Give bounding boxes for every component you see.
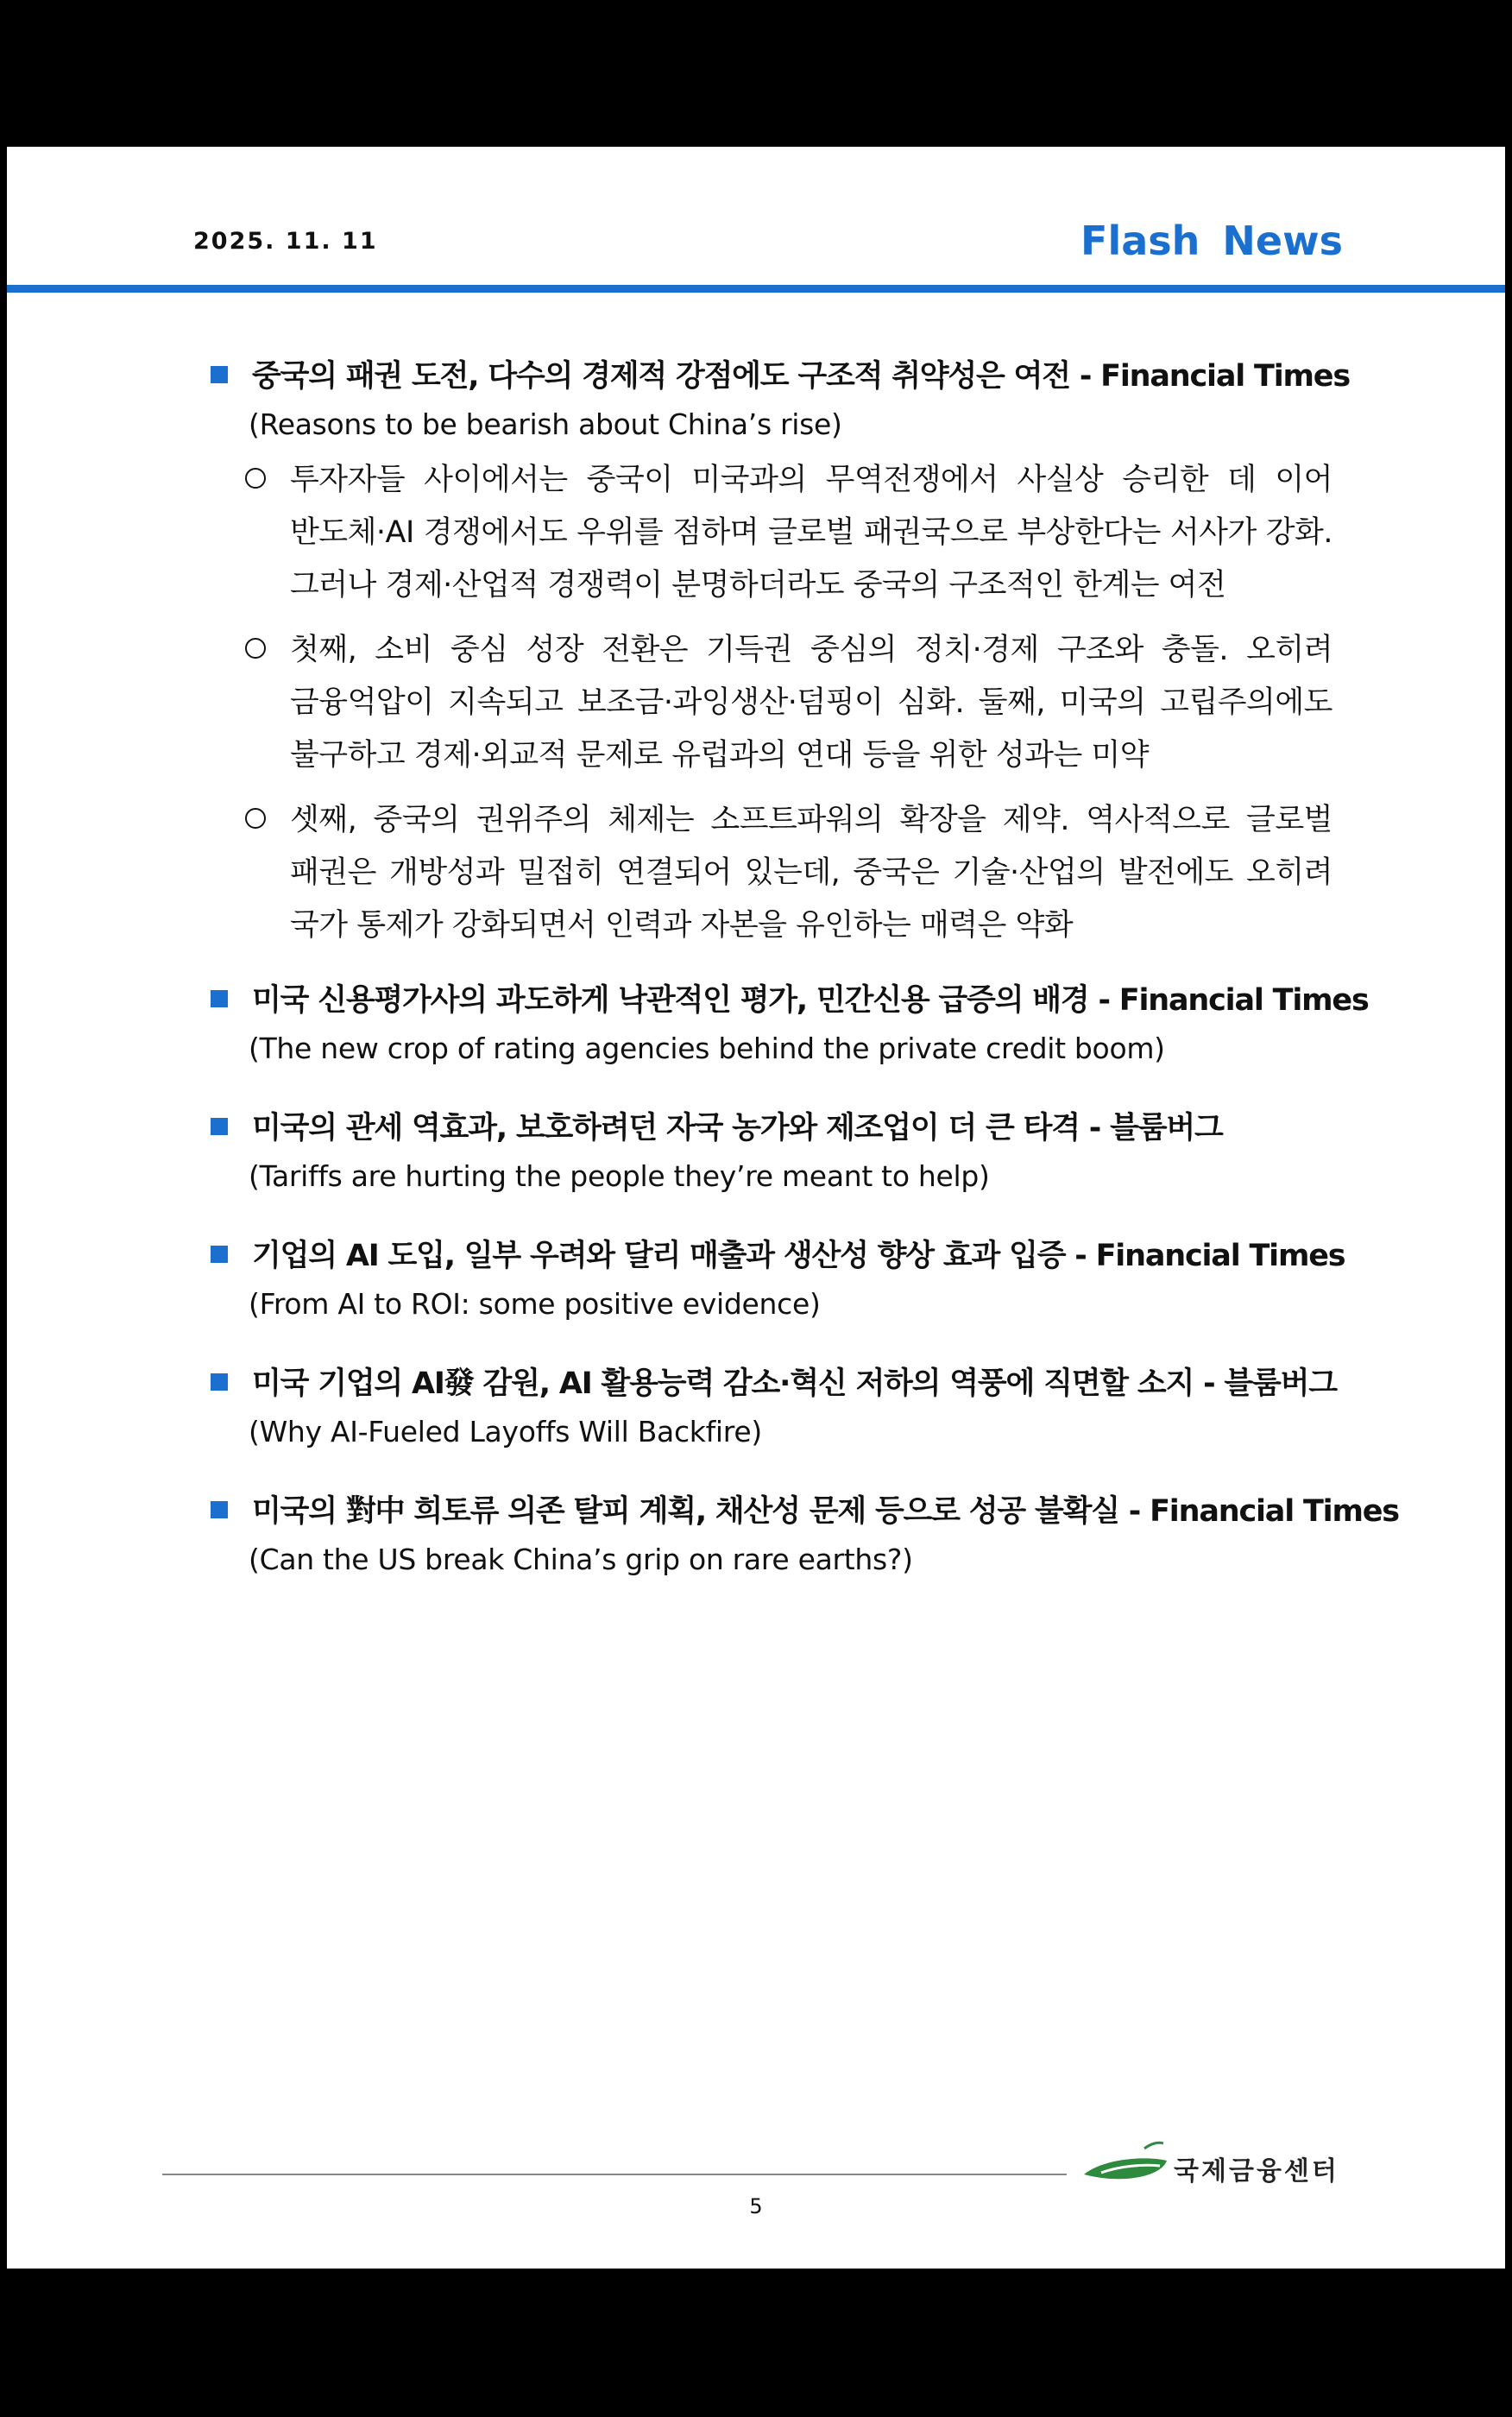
news-point <box>245 454 1336 612</box>
news-point <box>245 624 1336 782</box>
news-item <box>211 1106 1336 1202</box>
report-date: 2025. 11. 11 <box>193 228 378 255</box>
square-bullet-icon <box>211 990 228 1007</box>
circle-bullet-icon <box>245 808 266 829</box>
news-title: 미국 신용평가사의 과도하게 낙관적인 평가, 민간신용 급증의 배경 - Financial Times <box>252 983 1369 1018</box>
news-item <box>211 1489 1399 1586</box>
news-subtitle: (From AI to ROI: some positive evidence) <box>249 1287 821 1321</box>
news-subtitle: (Tariffs are hurting the people they’re meant to help) <box>249 1159 990 1193</box>
news-item-header <box>211 978 1369 1023</box>
news-point <box>245 794 1336 952</box>
footer-divider <box>162 2174 1067 2175</box>
news-item <box>211 978 1369 1075</box>
news-title: 기업의 AI 도입, 일부 우려와 달리 매출과 생산성 향상 효과 입증 - Financial Times <box>252 1239 1345 1273</box>
point-line: 첫째, 소비 중심 성장 전환은 기득권 중심의 정치·경제 구조와 충돌. 오히려 <box>290 633 1332 667</box>
news-subtitle: (Reasons to be bearish about China’s rise) <box>249 407 842 441</box>
news-title: 중국의 패권 도전, 다수의 경제적 강점에도 구조적 취약성은 여전 - Financial Times <box>252 359 1350 394</box>
news-item <box>211 354 1350 952</box>
news-subtitle: (Why AI-Fueled Layoffs Will Backfire) <box>249 1415 762 1448</box>
point-line: 그러나 경제·산업적 경쟁력이 분명하더라도 중국의 구조적인 한계는 여전 <box>290 568 1226 603</box>
square-bullet-icon <box>211 1118 228 1135</box>
point-body <box>290 794 1332 952</box>
square-bullet-icon <box>211 1501 228 1518</box>
point-body <box>290 454 1332 612</box>
square-bullet-icon <box>211 366 228 383</box>
news-item <box>211 1361 1336 1458</box>
news-item-header <box>211 1106 1336 1151</box>
news-list <box>211 354 1399 1617</box>
point-body <box>290 624 1332 782</box>
point-line: 반도체·AI 경쟁에서도 우위를 점하며 글로벌 패권국으로 부상한다는 서사가 강화. <box>290 515 1332 550</box>
report-title: Flash News <box>1080 218 1343 264</box>
point-line: 불구하고 경제·외교적 문제로 유럽과의 연대 등을 위한 성과는 미약 <box>290 738 1150 773</box>
news-title: 미국의 관세 역효과, 보호하려던 자국 농가와 제조업이 더 큰 타격 - 블룸버그 <box>252 1111 1223 1145</box>
circle-bullet-icon <box>245 468 266 489</box>
news-subtitle: (The new crop of rating agencies behind the private credit boom) <box>249 1032 1165 1065</box>
news-title: 미국 기업의 AI發 감원, AI 활용능력 감소·혁신 저하의 역풍에 직면할 소지 - 블룸버그 <box>252 1366 1337 1401</box>
news-points <box>245 454 1336 952</box>
news-subtitle: (Can the US break China’s grip on rare earths?) <box>249 1543 913 1576</box>
point-line: 셋째, 중국의 권위주의 체제는 소프트파워의 확장을 제약. 역사적으로 글로벌 <box>290 803 1332 837</box>
news-item-header <box>211 1234 1345 1278</box>
point-line: 패권은 개방성과 밀접히 연결되어 있는데, 중국은 기술·산업의 발전에도 오히려 <box>290 855 1332 890</box>
page-number: 5 <box>749 2194 763 2218</box>
point-line: 국가 통제가 강화되면서 인력과 자본을 유인하는 매력은 약화 <box>290 908 1074 943</box>
circle-bullet-icon <box>245 638 266 659</box>
header-divider <box>7 285 1505 293</box>
document-page <box>7 147 1505 2269</box>
news-item-header <box>211 354 1350 399</box>
news-item-header <box>211 1361 1336 1406</box>
news-item <box>211 1234 1345 1330</box>
square-bullet-icon <box>211 1373 228 1391</box>
point-line: 금융억압이 지속되고 보조금·과잉생산·덤핑이 심화. 둘째, 미국의 고립주의에도 <box>290 685 1332 720</box>
news-title: 미국의 對中 희토류 의존 탈피 계획, 채산성 문제 등으로 성공 불확실 - Financial Times <box>252 1494 1399 1529</box>
point-line: 투자자들 사이에서는 중국이 미국과의 무역전쟁에서 사실상 승리한 데 이어 <box>290 463 1332 497</box>
kcif-logo-text: 국제금융센터 <box>1174 2156 1339 2187</box>
square-bullet-icon <box>211 1246 228 1263</box>
news-item-header <box>211 1489 1399 1534</box>
